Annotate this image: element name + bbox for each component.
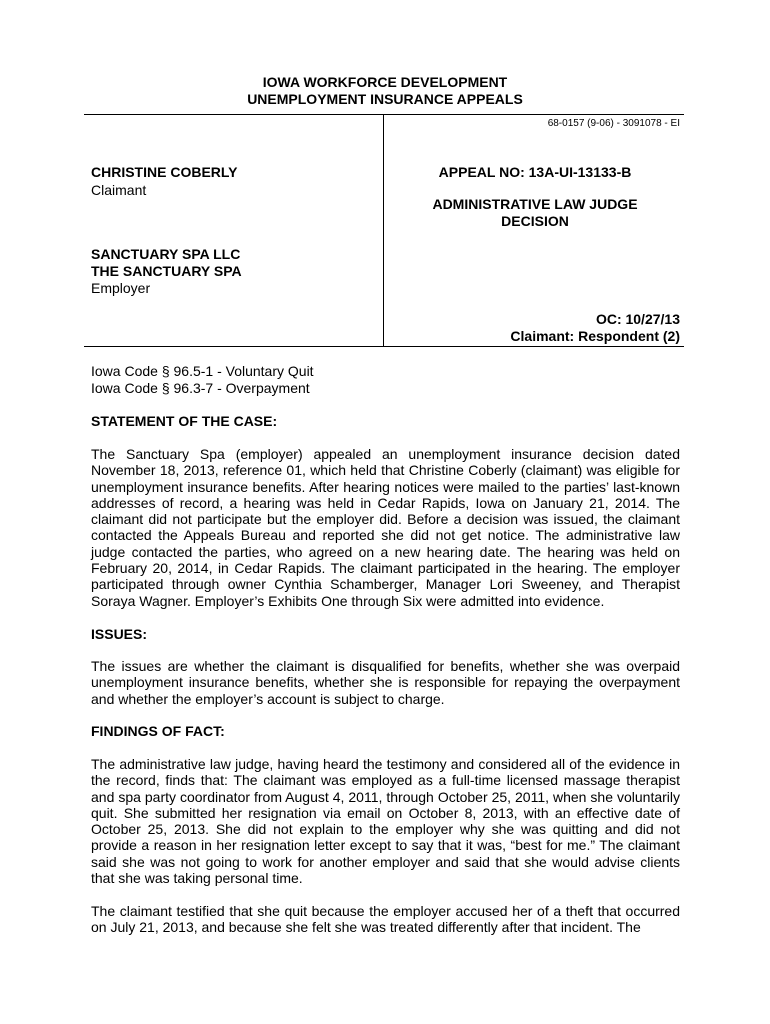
issues-paragraph: The issues are whether the claimant is disqualified for benefits, whether she was overpaid unemployment insurance benefits, whether she is responsible for repaying the overpayment and whether the employer’s account is subject to charge. (91, 658, 680, 707)
code-voluntary-quit: Iowa Code § 96.5-1 - Voluntary Quit (91, 363, 314, 379)
agency-name: IOWA WORKFORCE DEVELOPMENT (262, 74, 508, 90)
vertical-rule (383, 114, 384, 346)
oc-date: OC: 10/27/13 (595, 311, 680, 327)
findings-paragraph-1: The administrative law judge, having heard the testimony and considered all of the evidence in the record, finds that: The claimant was employed as a full-time licensed massage therapist and spa party coordinator from August 4, 2011, through October 25, 2011, when she voluntarily quit. She submitted her resignation via email on October 8, 2013, with an effective date of October 25, 2013. She did not explain to the employer why she was quitting and did not provide a reason in her resignation letter except to say that it was, “best for me.” The claimant said she was not going to work for another employer and said that she would advise clients that she was taking personal time. (91, 756, 680, 887)
statement-paragraph: The Sanctuary Spa (employer) appealed an unemployment insurance decision dated November 18, 2013, reference 01, which held that Christine Coberly (claimant) was eligible for unemployment insurance benefits. After hearing notices were mailed to the parties’ last-known addresses of record, a hearing was held in Cedar Rapids, Iowa on January 21, 2014. The claimant did not participate but the employer did. Before a decision was issued, the claimant contacted the Appeals Bureau and reported she did not get notice. The administrative law judge contacted the parties, who agreed on a new hearing date. The hearing was held on February 20, 2014, in Cedar Rapids. The claimant participated in the hearing. The employer participated through owner Cynthia Schamberger, Manager Lori Sweeney, and Therapist Soraya Wagner. Employer’s Exhibits One through Six were admitted into evidence. (91, 446, 680, 609)
bottom-rule (84, 346, 684, 347)
top-rule (84, 114, 684, 115)
findings-paragraph-2: The claimant testified that she quit because the employer accused her of a theft that occurred on July 21, 2013, and because she felt she was treated differently after that incident. The (91, 903, 680, 936)
decision-title-line2: DECISION (501, 213, 569, 229)
claimant-status: Claimant: Respondent (2) (510, 328, 680, 344)
appeal-number: APPEAL NO: 13A-UI-13133-B (438, 164, 632, 180)
claimant-name: CHRISTINE COBERLY (91, 164, 238, 180)
code-overpayment: Iowa Code § 96.3-7 - Overpayment (91, 380, 310, 396)
claimant-label: Claimant (91, 182, 147, 198)
employer-label: Employer (91, 280, 151, 296)
issues-heading: ISSUES: (91, 626, 148, 642)
statement-heading: STATEMENT OF THE CASE: (91, 413, 278, 429)
employer-dba: THE SANCTUARY SPA (91, 263, 242, 279)
findings-heading: FINDINGS OF FACT: (91, 723, 225, 739)
employer-name: SANCTUARY SPA LLC (91, 246, 241, 262)
form-number: 68-0157 (9-06) - 3091078 - EI (547, 118, 680, 129)
agency-division: UNEMPLOYMENT INSURANCE APPEALS (247, 91, 523, 107)
decision-title-line1: ADMINISTRATIVE LAW JUDGE (432, 196, 638, 212)
